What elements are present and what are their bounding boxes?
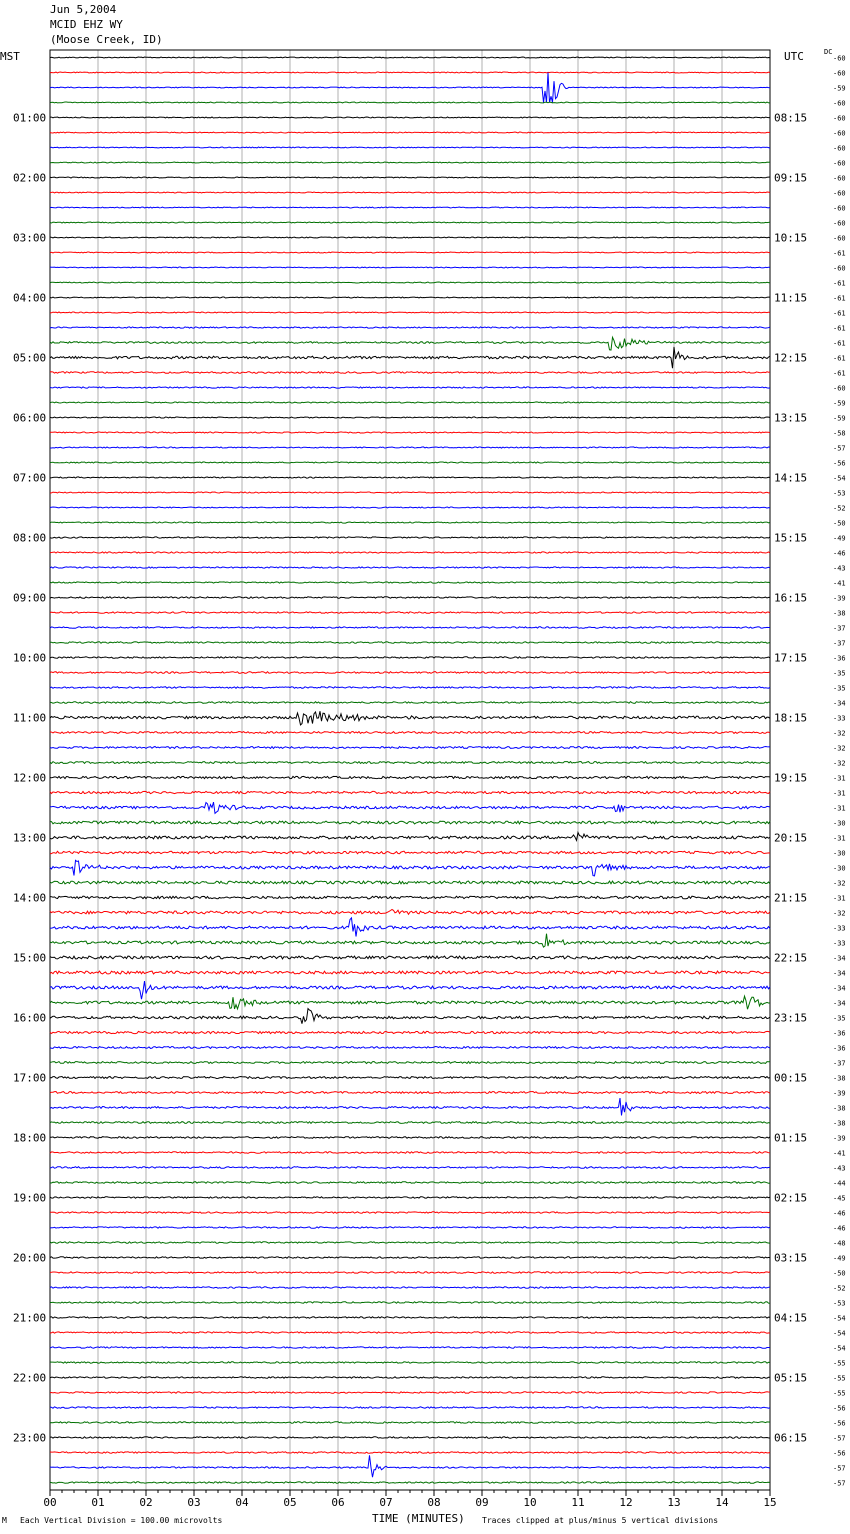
trace-line <box>50 507 770 508</box>
trace-line <box>50 918 770 937</box>
trace-line <box>50 851 770 854</box>
trace-line <box>50 252 770 253</box>
left-hour-label: 08:00 <box>13 531 47 545</box>
dc-label: DC <box>824 48 833 56</box>
dc-offset-label: -44 <box>833 1179 846 1188</box>
trace-line <box>50 402 770 403</box>
dc-offset-label: -54 <box>833 1344 846 1353</box>
dc-offset-label: -60 <box>833 234 846 243</box>
trace-line <box>50 657 770 658</box>
dc-offset-label: -46 <box>833 1209 846 1218</box>
x-tick-label: 10 <box>523 1496 537 1509</box>
dc-offset-label: -61 <box>833 354 846 363</box>
trace-line <box>50 567 770 568</box>
dc-offset-label: -34 <box>833 984 846 993</box>
x-tick-label: 00 <box>43 1496 57 1509</box>
trace-line <box>50 1377 770 1378</box>
trace-line <box>50 1317 770 1318</box>
trace-line <box>50 72 770 73</box>
dc-offset-label: -56 <box>833 459 846 468</box>
dc-offset-label: -32 <box>833 879 846 888</box>
trace-line <box>50 387 770 388</box>
dc-offset-label: -38 <box>833 1074 846 1083</box>
dc-offset-label: -52 <box>833 504 846 513</box>
trace-line <box>50 627 770 628</box>
dc-offset-label: -57 <box>833 444 846 453</box>
left-hour-label: 20:00 <box>13 1251 47 1265</box>
dc-offset-label: -61 <box>833 249 846 258</box>
dc-offset-label: -60 <box>833 54 846 63</box>
trace-line <box>50 1437 770 1438</box>
dc-offset-label: -43 <box>833 564 846 573</box>
dc-offset-label: -32 <box>833 729 846 738</box>
dc-offset-label: -31 <box>833 894 846 903</box>
dc-offset-label: -36 <box>833 654 846 663</box>
trace-line <box>50 672 770 674</box>
trace-line <box>50 337 770 350</box>
trace-line <box>50 642 770 643</box>
dc-offset-label: -31 <box>833 804 846 813</box>
dc-offset-label: -61 <box>833 324 846 333</box>
left-hour-label: 01:00 <box>13 111 47 125</box>
dc-offset-label: -36 <box>833 1044 846 1053</box>
x-tick-label: 15 <box>763 1496 777 1509</box>
header-station: MCID EHZ WY <box>50 18 123 31</box>
dc-offset-label: -41 <box>833 579 846 588</box>
left-hour-label: 07:00 <box>13 471 47 485</box>
trace-line <box>50 177 770 178</box>
trace-line <box>50 432 770 433</box>
right-hour-label: 12:15 <box>774 351 808 365</box>
trace-line <box>50 1031 770 1033</box>
x-tick-label: 11 <box>571 1496 585 1509</box>
trace-line <box>50 881 770 884</box>
x-tick-label: 04 <box>235 1496 249 1509</box>
trace-line <box>50 1122 770 1124</box>
trace-line <box>50 207 770 208</box>
trace-line <box>50 791 770 793</box>
trace-line <box>50 297 770 298</box>
dc-offset-label: -38 <box>833 1119 846 1128</box>
trace-line <box>50 1455 770 1477</box>
trace-line <box>50 1452 770 1453</box>
footer-mark: M <box>2 1516 7 1525</box>
dc-offset-label: -48 <box>833 1239 846 1248</box>
left-hour-label: 11:00 <box>13 711 47 725</box>
x-tick-label: 08 <box>427 1496 441 1509</box>
left-hour-label: 21:00 <box>13 1311 47 1325</box>
right-hour-label: 05:15 <box>774 1371 808 1385</box>
trace-line <box>50 1272 770 1273</box>
dc-offset-label: -38 <box>833 1104 846 1113</box>
dc-offset-label: -55 <box>833 1359 846 1368</box>
trace-line <box>50 582 770 583</box>
dc-offset-label: -55 <box>833 1389 846 1398</box>
left-hour-label: 06:00 <box>13 411 47 425</box>
trace-line <box>50 934 770 947</box>
dc-offset-label: -37 <box>833 1059 846 1068</box>
dc-offset-label: -30 <box>833 819 846 828</box>
dc-offset-label: -60 <box>833 219 846 228</box>
trace-line <box>50 1422 770 1423</box>
trace-line <box>50 117 770 118</box>
trace-line <box>50 802 770 813</box>
left-hour-label: 19:00 <box>13 1191 47 1205</box>
dc-offset-label: -31 <box>833 834 846 843</box>
trace-line <box>50 522 770 523</box>
trace-line <box>50 73 770 103</box>
dc-offset-label: -37 <box>833 639 846 648</box>
left-hour-label: 10:00 <box>13 651 47 665</box>
trace-line <box>50 1407 770 1408</box>
trace-line <box>50 1392 770 1393</box>
dc-offset-label: -32 <box>833 909 846 918</box>
trace-line <box>50 57 770 58</box>
right-hour-label: 17:15 <box>774 651 808 665</box>
dc-offset-label: -36 <box>833 1029 846 1038</box>
header-location: (Moose Creek, ID) <box>50 33 163 46</box>
trace-line <box>50 833 770 841</box>
trace-line <box>50 462 770 463</box>
dc-offset-label: -39 <box>833 1089 846 1098</box>
x-tick-label: 03 <box>187 1496 201 1509</box>
dc-offset-label: -46 <box>833 1224 846 1233</box>
left-timezone-label: MST <box>0 50 20 63</box>
trace-line <box>50 132 770 133</box>
right-hour-label: 11:15 <box>774 291 808 305</box>
trace-line <box>50 896 770 899</box>
trace-line <box>50 312 770 313</box>
dc-offset-label: -37 <box>833 624 846 633</box>
dc-offset-label: -60 <box>833 99 846 108</box>
right-hour-label: 10:15 <box>774 231 808 245</box>
trace-line <box>50 552 770 553</box>
dc-offset-label: -52 <box>833 1284 846 1293</box>
dc-offset-label: -34 <box>833 954 846 963</box>
trace-line <box>50 417 770 418</box>
right-hour-label: 08:15 <box>774 111 808 125</box>
trace-line <box>50 1152 770 1154</box>
left-hour-label: 13:00 <box>13 831 47 845</box>
x-tick-label: 14 <box>715 1496 729 1509</box>
trace-line <box>50 492 770 493</box>
right-hour-label: 13:15 <box>774 411 808 425</box>
right-hour-label: 19:15 <box>774 771 808 785</box>
dc-offset-label: -61 <box>833 369 846 378</box>
right-hour-label: 00:15 <box>774 1071 808 1085</box>
dc-offset-label: -61 <box>833 279 846 288</box>
dc-offset-label: -57 <box>833 1479 846 1488</box>
right-hour-label: 18:15 <box>774 711 808 725</box>
dc-offset-label: -59 <box>833 399 846 408</box>
left-hour-label: 14:00 <box>13 891 47 905</box>
trace-line <box>50 192 770 193</box>
dc-offset-label: -56 <box>833 1404 846 1413</box>
dc-offset-label: -60 <box>833 174 846 183</box>
dc-offset-label: -31 <box>833 774 846 783</box>
trace-line <box>50 537 770 538</box>
dc-offset-label: -31 <box>833 789 846 798</box>
trace-line <box>50 1092 770 1094</box>
trace-line <box>50 1332 770 1333</box>
right-hour-label: 09:15 <box>774 171 808 185</box>
trace-line <box>50 222 770 223</box>
trace-line <box>50 1009 770 1024</box>
trace-line <box>50 1098 770 1115</box>
trace-line <box>50 1062 770 1064</box>
trace-line <box>50 162 770 163</box>
trace-line <box>50 762 770 764</box>
left-hour-label: 16:00 <box>13 1011 47 1025</box>
right-hour-label: 21:15 <box>774 891 808 905</box>
trace-line <box>50 347 770 368</box>
plot-frame <box>50 50 770 1490</box>
trace-line <box>50 1137 770 1139</box>
dc-offset-label: -61 <box>833 294 846 303</box>
dc-offset-label: -60 <box>833 144 846 153</box>
trace-line <box>50 1227 770 1228</box>
dc-offset-label: -41 <box>833 1149 846 1158</box>
trace-line <box>50 147 770 148</box>
trace-line <box>50 1047 770 1049</box>
dc-offset-label: -60 <box>833 384 846 393</box>
dc-offset-label: -32 <box>833 744 846 753</box>
left-hour-label: 15:00 <box>13 951 47 965</box>
footer-scale-note: Each Vertical Division = 100.00 microvolts <box>20 1516 223 1525</box>
x-tick-label: 05 <box>283 1496 297 1509</box>
dc-offset-label: -54 <box>833 1329 846 1338</box>
left-hour-label: 02:00 <box>13 171 47 185</box>
dc-offset-label: -50 <box>833 519 846 528</box>
trace-line <box>50 702 770 704</box>
x-tick-label: 02 <box>139 1496 153 1509</box>
dc-offset-label: -43 <box>833 1164 846 1173</box>
right-hour-label: 02:15 <box>774 1191 808 1205</box>
dc-offset-label: -59 <box>833 84 846 93</box>
right-hour-label: 15:15 <box>774 531 808 545</box>
trace-line <box>50 237 770 238</box>
trace-line <box>50 447 770 448</box>
dc-offset-label: -60 <box>833 264 846 273</box>
dc-offset-label: -34 <box>833 699 846 708</box>
dc-offset-label: -56 <box>833 1449 846 1458</box>
dc-offset-label: -46 <box>833 549 846 558</box>
trace-line <box>50 971 770 974</box>
trace-line <box>50 1242 770 1243</box>
trace-line <box>50 1167 770 1169</box>
trace-line <box>50 597 770 598</box>
left-hour-label: 12:00 <box>13 771 47 785</box>
right-hour-label: 03:15 <box>774 1251 808 1265</box>
dc-offset-label: -58 <box>833 429 846 438</box>
header-date: Jun 5,2004 <box>50 3 117 16</box>
left-hour-label: 18:00 <box>13 1131 47 1145</box>
left-hour-label: 03:00 <box>13 231 47 245</box>
dc-offset-label: -33 <box>833 939 846 948</box>
trace-line <box>50 860 770 876</box>
dc-offset-label: -30 <box>833 849 846 858</box>
dc-offset-label: -45 <box>833 1194 846 1203</box>
left-hour-label: 05:00 <box>13 351 47 365</box>
dc-offset-label: -54 <box>833 474 846 483</box>
dc-offset-label: -49 <box>833 534 846 543</box>
trace-line <box>50 821 770 824</box>
dc-offset-label: -56 <box>833 1419 846 1428</box>
trace-line <box>50 1197 770 1198</box>
dc-offset-label: -55 <box>833 1374 846 1383</box>
dc-offset-label: -34 <box>833 969 846 978</box>
trace-line <box>50 956 770 959</box>
trace-line <box>50 1347 770 1348</box>
dc-offset-label: -30 <box>833 864 846 873</box>
dc-offset-label: -39 <box>833 1134 846 1143</box>
trace-line <box>50 687 770 689</box>
trace-line <box>50 267 770 268</box>
right-hour-label: 23:15 <box>774 1011 808 1025</box>
trace-line <box>50 981 770 999</box>
right-hour-label: 01:15 <box>774 1131 808 1145</box>
dc-offset-label: -39 <box>833 594 846 603</box>
dc-offset-label: -61 <box>833 309 846 318</box>
right-hour-label: 20:15 <box>774 831 808 845</box>
dc-offset-label: -60 <box>833 189 846 198</box>
dc-offset-label: -53 <box>833 1299 846 1308</box>
trace-line <box>50 711 770 725</box>
left-hour-label: 23:00 <box>13 1431 47 1445</box>
dc-offset-label: -60 <box>833 159 846 168</box>
left-hour-label: 22:00 <box>13 1371 47 1385</box>
dc-offset-label: -61 <box>833 339 846 348</box>
x-tick-label: 01 <box>91 1496 105 1509</box>
trace-line <box>50 612 770 613</box>
trace-line <box>50 1482 770 1483</box>
right-hour-label: 04:15 <box>774 1311 808 1325</box>
x-tick-label: 12 <box>619 1496 633 1509</box>
dc-offset-label: -35 <box>833 669 846 678</box>
trace-line <box>50 996 770 1009</box>
right-hour-label: 14:15 <box>774 471 808 485</box>
trace-line <box>50 102 770 103</box>
trace-line <box>50 327 770 328</box>
dc-offset-label: -38 <box>833 609 846 618</box>
dc-offset-label: -34 <box>833 999 846 1008</box>
trace-line <box>50 1182 770 1184</box>
left-hour-label: 09:00 <box>13 591 47 605</box>
dc-offset-label: -33 <box>833 714 846 723</box>
trace-line <box>50 372 770 374</box>
footer-clip-note: Traces clipped at plus/minus 5 vertical divisions <box>482 1516 719 1525</box>
dc-offset-label: -59 <box>833 414 846 423</box>
trace-line <box>50 1362 770 1363</box>
dc-offset-label: -35 <box>833 684 846 693</box>
right-hour-label: 06:15 <box>774 1431 808 1445</box>
right-hour-label: 22:15 <box>774 951 808 965</box>
x-axis-title: TIME (MINUTES) <box>372 1512 465 1525</box>
trace-line <box>50 282 770 283</box>
dc-offset-label: -35 <box>833 1014 846 1023</box>
left-hour-label: 04:00 <box>13 291 47 305</box>
trace-line <box>50 732 770 734</box>
left-hour-label: 17:00 <box>13 1071 47 1085</box>
x-tick-label: 06 <box>331 1496 345 1509</box>
x-tick-label: 09 <box>475 1496 489 1509</box>
trace-line <box>50 1212 770 1213</box>
dc-offset-label: -60 <box>833 129 846 138</box>
trace-line <box>50 747 770 749</box>
dc-offset-label: -32 <box>833 759 846 768</box>
dc-offset-label: -57 <box>833 1434 846 1443</box>
trace-line <box>50 1077 770 1079</box>
x-tick-label: 07 <box>379 1496 393 1509</box>
dc-offset-label: -60 <box>833 204 846 213</box>
dc-offset-label: -49 <box>833 1254 846 1263</box>
x-tick-label: 13 <box>667 1496 681 1509</box>
dc-offset-label: -50 <box>833 1269 846 1278</box>
right-hour-label: 16:15 <box>774 591 808 605</box>
trace-line <box>50 1287 770 1288</box>
dc-offset-label: -57 <box>833 1464 846 1473</box>
dc-offset-label: -33 <box>833 924 846 933</box>
right-timezone-label: UTC <box>784 50 804 63</box>
dc-offset-label: -53 <box>833 489 846 498</box>
trace-line <box>50 477 770 478</box>
dc-offset-label: -60 <box>833 114 846 123</box>
trace-line <box>50 910 770 915</box>
trace-line <box>50 776 770 778</box>
trace-line <box>50 1257 770 1258</box>
dc-offset-label: -54 <box>833 1314 846 1323</box>
trace-line <box>50 1302 770 1303</box>
dc-offset-label: -60 <box>833 69 846 78</box>
